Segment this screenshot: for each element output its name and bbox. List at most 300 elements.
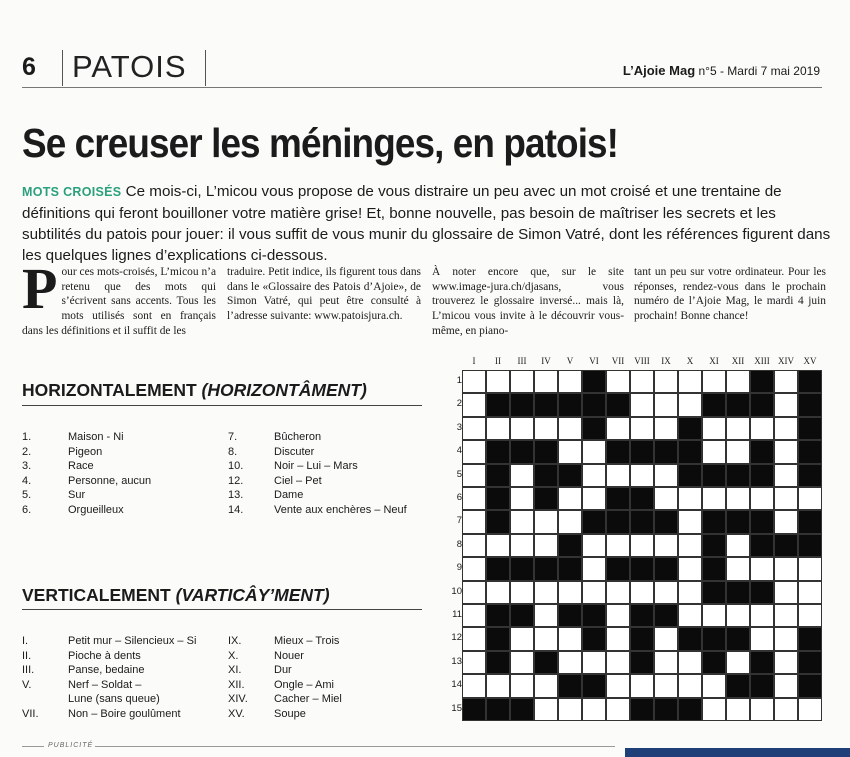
clue-text: Sur bbox=[68, 489, 86, 501]
clue-text: Pigeon bbox=[68, 445, 103, 458]
grid-block-cell bbox=[510, 604, 534, 627]
grid-letter-cell[interactable] bbox=[462, 581, 486, 604]
grid-letter-cell[interactable] bbox=[606, 417, 630, 440]
grid-column-label: XII bbox=[731, 356, 745, 366]
grid-letter-cell[interactable] bbox=[774, 440, 798, 463]
grid-letter-cell[interactable] bbox=[702, 674, 726, 697]
grid-letter-cell[interactable] bbox=[462, 370, 486, 393]
grid-letter-cell[interactable] bbox=[534, 534, 558, 557]
clue-text: Discuter bbox=[274, 445, 315, 458]
grid-block-cell bbox=[654, 698, 678, 721]
grid-letter-cell[interactable] bbox=[582, 464, 606, 487]
grid-letter-cell[interactable] bbox=[534, 370, 558, 393]
grid-letter-cell[interactable] bbox=[726, 370, 750, 393]
clue-row bbox=[228, 445, 407, 460]
grid-block-cell bbox=[702, 464, 726, 487]
grid-letter-cell[interactable] bbox=[678, 510, 702, 533]
grid-letter-cell[interactable] bbox=[486, 370, 510, 393]
grid-letter-cell[interactable] bbox=[462, 651, 486, 674]
grid-letter-cell[interactable] bbox=[702, 417, 726, 440]
grid-letter-cell[interactable] bbox=[510, 534, 534, 557]
clue-text: Nouer bbox=[274, 649, 304, 662]
grid-letter-cell[interactable] bbox=[462, 417, 486, 440]
clue-row bbox=[22, 692, 196, 707]
grid-letter-cell[interactable] bbox=[462, 557, 486, 580]
clue-row bbox=[228, 488, 407, 503]
grid-block-cell bbox=[654, 604, 678, 627]
grid-row-label: 1 bbox=[456, 375, 462, 386]
clue-text: Pioche à dents bbox=[68, 649, 141, 662]
header-rule bbox=[22, 87, 822, 88]
grid-letter-cell[interactable] bbox=[774, 604, 798, 627]
grid-letter-cell[interactable] bbox=[630, 464, 654, 487]
grid-letter-cell[interactable] bbox=[774, 698, 798, 721]
clue-text: Lune (sans queue) bbox=[68, 693, 160, 705]
body-column-4: tant un peu sur votre ordinateur. Pour les réponses, rendez-vous dans le prochain numéro de l’Ajoie Mag, le mardi 4 juin prochain! Bonne chance! bbox=[634, 266, 826, 323]
grid-letter-cell[interactable] bbox=[702, 370, 726, 393]
grid-letter-cell[interactable] bbox=[582, 557, 606, 580]
grid-letter-cell[interactable] bbox=[606, 627, 630, 650]
grid-letter-cell[interactable] bbox=[774, 393, 798, 416]
grid-letter-cell[interactable] bbox=[558, 510, 582, 533]
grid-block-cell bbox=[798, 534, 822, 557]
clue-row bbox=[228, 663, 342, 678]
grid-letter-cell[interactable] bbox=[726, 440, 750, 463]
clue-number: 6. bbox=[22, 503, 32, 516]
grid-letter-cell[interactable] bbox=[750, 557, 774, 580]
grid-column-label: X bbox=[686, 356, 694, 366]
grid-block-cell bbox=[510, 393, 534, 416]
grid-letter-cell[interactable] bbox=[750, 627, 774, 650]
grid-letter-cell[interactable] bbox=[774, 581, 798, 604]
grid-block-cell bbox=[750, 370, 774, 393]
section-title: PATOIS bbox=[72, 49, 187, 84]
grid-letter-cell[interactable] bbox=[678, 674, 702, 697]
grid-column-label: I bbox=[472, 356, 476, 366]
grid-letter-cell[interactable] bbox=[654, 651, 678, 674]
clue-text: Dur bbox=[274, 664, 292, 676]
grid-column-label: VI bbox=[589, 356, 599, 366]
grid-letter-cell[interactable] bbox=[654, 674, 678, 697]
clue-text: Maison - Ni bbox=[68, 431, 124, 443]
grid-letter-cell[interactable] bbox=[558, 627, 582, 650]
grid-letter-cell[interactable] bbox=[510, 674, 534, 697]
vertical-heading bbox=[22, 585, 330, 606]
grid-letter-cell[interactable] bbox=[558, 581, 582, 604]
grid-block-cell bbox=[750, 534, 774, 557]
clue-text: Personne, aucun bbox=[68, 474, 152, 487]
grid-block-cell bbox=[534, 487, 558, 510]
grid-letter-cell[interactable] bbox=[726, 417, 750, 440]
grid-block-cell bbox=[582, 627, 606, 650]
clue-text: Dame bbox=[274, 489, 304, 501]
grid-letter-cell[interactable] bbox=[510, 370, 534, 393]
grid-letter-cell[interactable] bbox=[654, 581, 678, 604]
clue-row bbox=[228, 692, 342, 707]
grid-letter-cell[interactable] bbox=[510, 627, 534, 650]
clue-text: Soupe bbox=[274, 707, 306, 720]
grid-letter-cell[interactable] bbox=[486, 534, 510, 557]
grid-letter-cell[interactable] bbox=[726, 487, 750, 510]
grid-letter-cell[interactable] bbox=[678, 651, 702, 674]
grid-letter-cell[interactable] bbox=[774, 651, 798, 674]
body-column-3: À noter encore que, sur le site www.image-jura.ch/djasans, vous trouverez le glossaire inversé... mais là, L’micou vous invite à le découvrir vous-même, en piano- bbox=[432, 266, 624, 337]
grid-column-label: III bbox=[517, 356, 527, 366]
clue-row bbox=[22, 649, 196, 664]
grid-letter-cell[interactable] bbox=[462, 627, 486, 650]
grid-letter-cell[interactable] bbox=[750, 604, 774, 627]
grid-letter-cell[interactable] bbox=[798, 487, 822, 510]
clue-number: VII. bbox=[22, 707, 39, 720]
grid-block-cell bbox=[654, 440, 678, 463]
grid-block-cell bbox=[750, 674, 774, 697]
grid-block-cell bbox=[486, 698, 510, 721]
grid-letter-cell[interactable] bbox=[678, 534, 702, 557]
grid-letter-cell[interactable] bbox=[774, 510, 798, 533]
grid-letter-cell[interactable] bbox=[654, 627, 678, 650]
grid-letter-cell[interactable] bbox=[534, 581, 558, 604]
grid-letter-cell[interactable] bbox=[798, 581, 822, 604]
header-divider-right bbox=[205, 50, 206, 86]
grid-letter-cell[interactable] bbox=[774, 557, 798, 580]
grid-letter-cell[interactable] bbox=[750, 698, 774, 721]
grid-letter-cell[interactable] bbox=[510, 581, 534, 604]
grid-block-cell bbox=[582, 604, 606, 627]
body-column-1 bbox=[22, 256, 216, 339]
grid-block-cell bbox=[726, 674, 750, 697]
grid-letter-cell[interactable] bbox=[486, 674, 510, 697]
grid-letter-cell[interactable] bbox=[798, 557, 822, 580]
grid-letter-cell[interactable] bbox=[582, 651, 606, 674]
clue-row bbox=[22, 678, 196, 693]
grid-block-cell bbox=[798, 651, 822, 674]
grid-letter-cell[interactable] bbox=[462, 674, 486, 697]
grid-letter-cell[interactable] bbox=[534, 627, 558, 650]
grid-letter-cell[interactable] bbox=[774, 370, 798, 393]
clue-text: Panse, bedaine bbox=[68, 664, 145, 676]
grid-letter-cell[interactable] bbox=[798, 604, 822, 627]
grid-letter-cell[interactable] bbox=[606, 581, 630, 604]
magazine-info bbox=[623, 63, 820, 78]
grid-block-cell bbox=[726, 581, 750, 604]
clue-row bbox=[22, 459, 151, 474]
grid-block-cell bbox=[798, 393, 822, 416]
grid-letter-cell[interactable] bbox=[774, 464, 798, 487]
grid-column-label: XI bbox=[709, 356, 719, 366]
clue-number: 5. bbox=[22, 489, 32, 501]
grid-letter-cell[interactable] bbox=[606, 604, 630, 627]
grid-block-cell bbox=[726, 393, 750, 416]
clue-row bbox=[22, 430, 151, 445]
grid-letter-cell[interactable] bbox=[534, 604, 558, 627]
grid-letter-cell[interactable] bbox=[462, 440, 486, 463]
clue-row bbox=[22, 634, 196, 649]
grid-letter-cell[interactable] bbox=[654, 393, 678, 416]
grid-letter-cell[interactable] bbox=[630, 674, 654, 697]
grid-block-cell bbox=[486, 440, 510, 463]
grid-letter-cell[interactable] bbox=[606, 534, 630, 557]
grid-letter-cell[interactable] bbox=[534, 698, 558, 721]
grid-column-label: XV bbox=[803, 356, 817, 366]
grid-letter-cell[interactable] bbox=[678, 557, 702, 580]
clue-row bbox=[228, 707, 342, 722]
grid-letter-cell[interactable] bbox=[774, 674, 798, 697]
grid-letter-cell[interactable] bbox=[678, 581, 702, 604]
grid-letter-cell[interactable] bbox=[558, 651, 582, 674]
grid-block-cell bbox=[678, 440, 702, 463]
grid-letter-cell[interactable] bbox=[678, 487, 702, 510]
clue-row bbox=[22, 474, 151, 489]
clue-text: Nerf – Soldat – bbox=[68, 678, 142, 691]
grid-block-cell bbox=[798, 674, 822, 697]
grid-letter-cell[interactable] bbox=[558, 440, 582, 463]
grid-letter-cell[interactable] bbox=[462, 534, 486, 557]
grid-letter-cell[interactable] bbox=[582, 440, 606, 463]
drop-cap: P bbox=[22, 256, 58, 321]
grid-column-label: IV bbox=[541, 356, 551, 366]
grid-letter-cell[interactable] bbox=[582, 581, 606, 604]
clue-text: Mieux – Trois bbox=[274, 635, 340, 647]
grid-block-cell bbox=[534, 651, 558, 674]
grid-block-cell bbox=[798, 627, 822, 650]
clue-number: 3. bbox=[22, 460, 32, 472]
grid-row-label: 13 bbox=[451, 655, 462, 667]
grid-letter-cell[interactable] bbox=[582, 698, 606, 721]
grid-letter-cell[interactable] bbox=[702, 487, 726, 510]
grid-letter-cell[interactable] bbox=[558, 417, 582, 440]
clue-text: Bûcheron bbox=[274, 431, 322, 443]
grid-block-cell bbox=[486, 627, 510, 650]
grid-block-cell bbox=[630, 440, 654, 463]
grid-letter-cell[interactable] bbox=[606, 651, 630, 674]
magazine-name: L’Ajoie Mag bbox=[622, 63, 696, 78]
grid-block-cell bbox=[774, 534, 798, 557]
issue-info: n°5 - Mardi 7 mai 2019 bbox=[695, 64, 820, 78]
grid-block-cell bbox=[582, 674, 606, 697]
clue-number: 14. bbox=[228, 503, 244, 516]
grid-block-cell bbox=[606, 393, 630, 416]
grid-letter-cell[interactable] bbox=[630, 417, 654, 440]
grid-letter-cell[interactable] bbox=[510, 417, 534, 440]
grid-letter-cell[interactable] bbox=[534, 510, 558, 533]
clue-text: Noir – Lui – Mars bbox=[274, 460, 358, 472]
grid-letter-cell[interactable] bbox=[798, 698, 822, 721]
vertical-clues-left bbox=[22, 634, 196, 721]
grid-letter-cell[interactable] bbox=[726, 698, 750, 721]
grid-block-cell bbox=[486, 487, 510, 510]
grid-letter-cell[interactable] bbox=[510, 487, 534, 510]
grid-letter-cell[interactable] bbox=[654, 464, 678, 487]
kicker-label: MOTS CROISÉS bbox=[22, 185, 122, 199]
clue-row bbox=[22, 445, 151, 460]
clue-number: 8. bbox=[228, 445, 238, 458]
grid-letter-cell[interactable] bbox=[558, 487, 582, 510]
clue-text: Ciel – Pet bbox=[274, 474, 322, 487]
grid-letter-cell[interactable] bbox=[654, 534, 678, 557]
grid-letter-cell[interactable] bbox=[654, 417, 678, 440]
grid-letter-cell[interactable] bbox=[582, 487, 606, 510]
grid-block-cell bbox=[510, 440, 534, 463]
grid-letter-cell[interactable] bbox=[462, 487, 486, 510]
grid-row-label: 12 bbox=[451, 632, 462, 644]
grid-block-cell bbox=[654, 510, 678, 533]
grid-letter-cell[interactable] bbox=[462, 604, 486, 627]
grid-letter-cell[interactable] bbox=[630, 581, 654, 604]
clue-number: 2. bbox=[22, 445, 32, 458]
grid-letter-cell[interactable] bbox=[630, 534, 654, 557]
horizontal-heading-fr: HORIZONTALEMENT bbox=[22, 380, 202, 400]
ad-band bbox=[625, 748, 850, 757]
grid-letter-cell[interactable] bbox=[558, 370, 582, 393]
grid-block-cell bbox=[630, 510, 654, 533]
grid-row-label: 5 bbox=[456, 468, 462, 480]
grid-letter-cell[interactable] bbox=[534, 417, 558, 440]
grid-block-cell bbox=[654, 557, 678, 580]
clue-row bbox=[228, 459, 407, 474]
grid-block-cell bbox=[534, 440, 558, 463]
grid-letter-cell[interactable] bbox=[558, 698, 582, 721]
grid-letter-cell[interactable] bbox=[462, 464, 486, 487]
grid-block-cell bbox=[630, 698, 654, 721]
grid-letter-cell[interactable] bbox=[606, 370, 630, 393]
grid-letter-cell[interactable] bbox=[606, 464, 630, 487]
clue-number: I. bbox=[22, 635, 29, 647]
grid-letter-cell[interactable] bbox=[582, 534, 606, 557]
grid-column-label: XIII bbox=[754, 356, 770, 366]
grid-row-label: 3 bbox=[456, 421, 462, 433]
grid-letter-cell[interactable] bbox=[510, 651, 534, 674]
grid-block-cell bbox=[678, 464, 702, 487]
grid-letter-cell[interactable] bbox=[702, 604, 726, 627]
footer-rule bbox=[22, 746, 44, 747]
clue-row bbox=[228, 503, 407, 518]
grid-block-cell bbox=[606, 440, 630, 463]
clue-number: 12. bbox=[228, 474, 244, 487]
grid-block-cell bbox=[534, 393, 558, 416]
clue-text: Race bbox=[68, 460, 94, 472]
grid-column-label: V bbox=[566, 356, 574, 366]
grid-letter-cell[interactable] bbox=[750, 417, 774, 440]
grid-block-cell bbox=[582, 417, 606, 440]
grid-row-label: 6 bbox=[456, 492, 462, 503]
grid-letter-cell[interactable] bbox=[702, 698, 726, 721]
grid-row-label: 11 bbox=[452, 609, 462, 620]
clue-number: XV. bbox=[228, 707, 245, 720]
grid-letter-cell[interactable] bbox=[486, 417, 510, 440]
grid-block-cell bbox=[750, 464, 774, 487]
grid-block-cell bbox=[558, 393, 582, 416]
grid-letter-cell[interactable] bbox=[726, 604, 750, 627]
grid-row-label: 8 bbox=[456, 538, 462, 550]
grid-column-label: IX bbox=[661, 356, 671, 366]
grid-block-cell bbox=[630, 627, 654, 650]
grid-block-cell bbox=[798, 440, 822, 463]
grid-block-cell bbox=[582, 393, 606, 416]
header-divider-left bbox=[62, 50, 63, 86]
clue-number: III. bbox=[22, 664, 35, 676]
grid-letter-cell[interactable] bbox=[630, 393, 654, 416]
grid-letter-cell[interactable] bbox=[462, 510, 486, 533]
grid-block-cell bbox=[606, 487, 630, 510]
clue-text: Vente aux enchères – Neuf bbox=[274, 503, 407, 516]
horizontal-heading-patois: (HORIZONTÂMENT) bbox=[201, 380, 367, 400]
grid-block-cell bbox=[630, 651, 654, 674]
grid-block-cell bbox=[702, 581, 726, 604]
clue-number: 4. bbox=[22, 474, 32, 487]
grid-letter-cell[interactable] bbox=[486, 581, 510, 604]
publicite-label: PUBLICITÉ bbox=[48, 742, 94, 749]
clue-row bbox=[22, 707, 196, 722]
grid-letter-cell[interactable] bbox=[678, 370, 702, 393]
grid-letter-cell[interactable] bbox=[774, 627, 798, 650]
grid-column-label: VIII bbox=[634, 356, 650, 366]
horizontal-heading-rule bbox=[22, 405, 422, 406]
grid-row-label: 15 bbox=[451, 702, 462, 714]
grid-block-cell bbox=[750, 651, 774, 674]
grid-block-cell bbox=[534, 464, 558, 487]
grid-block-cell bbox=[606, 510, 630, 533]
clue-row bbox=[228, 649, 342, 664]
grid-letter-cell[interactable] bbox=[510, 510, 534, 533]
grid-block-cell bbox=[630, 604, 654, 627]
grid-block-cell bbox=[510, 557, 534, 580]
grid-letter-cell[interactable] bbox=[774, 487, 798, 510]
grid-block-cell bbox=[486, 557, 510, 580]
grid-block-cell bbox=[558, 557, 582, 580]
grid-block-cell bbox=[726, 464, 750, 487]
grid-block-cell bbox=[486, 510, 510, 533]
grid-letter-cell[interactable] bbox=[726, 557, 750, 580]
clue-number: II. bbox=[22, 649, 32, 662]
grid-letter-cell[interactable] bbox=[678, 393, 702, 416]
vertical-heading-fr: VERTICALEMENT bbox=[22, 585, 176, 605]
grid-letter-cell[interactable] bbox=[654, 370, 678, 393]
grid-block-cell bbox=[486, 393, 510, 416]
grid-block-cell bbox=[630, 487, 654, 510]
grid-letter-cell[interactable] bbox=[630, 370, 654, 393]
grid-letter-cell[interactable] bbox=[702, 440, 726, 463]
grid-letter-cell[interactable] bbox=[654, 487, 678, 510]
grid-letter-cell[interactable] bbox=[534, 674, 558, 697]
grid-row-label: 4 bbox=[456, 445, 462, 457]
clue-row bbox=[22, 488, 151, 503]
clue-number: 1. bbox=[22, 431, 32, 443]
grid-block-cell bbox=[534, 557, 558, 580]
page-number: 6 bbox=[22, 53, 36, 81]
grid-block-cell bbox=[678, 417, 702, 440]
vertical-heading-patois: (VARTICÂY’MENT) bbox=[175, 585, 330, 605]
clue-row bbox=[228, 430, 407, 445]
grid-letter-cell[interactable] bbox=[606, 698, 630, 721]
grid-letter-cell[interactable] bbox=[678, 604, 702, 627]
grid-letter-cell[interactable] bbox=[606, 674, 630, 697]
grid-letter-cell[interactable] bbox=[462, 393, 486, 416]
clue-number: IX. bbox=[228, 635, 242, 647]
grid-block-cell bbox=[798, 464, 822, 487]
grid-block-cell bbox=[702, 534, 726, 557]
clue-row bbox=[228, 678, 342, 693]
clue-number: XI. bbox=[228, 664, 242, 676]
grid-block-cell bbox=[582, 370, 606, 393]
grid-letter-cell[interactable] bbox=[774, 417, 798, 440]
grid-letter-cell[interactable] bbox=[750, 487, 774, 510]
grid-block-cell bbox=[750, 581, 774, 604]
clue-row bbox=[22, 663, 196, 678]
grid-letter-cell[interactable] bbox=[726, 534, 750, 557]
grid-letter-cell[interactable] bbox=[726, 651, 750, 674]
grid-letter-cell[interactable] bbox=[510, 464, 534, 487]
grid-row-label: 7 bbox=[456, 515, 462, 527]
